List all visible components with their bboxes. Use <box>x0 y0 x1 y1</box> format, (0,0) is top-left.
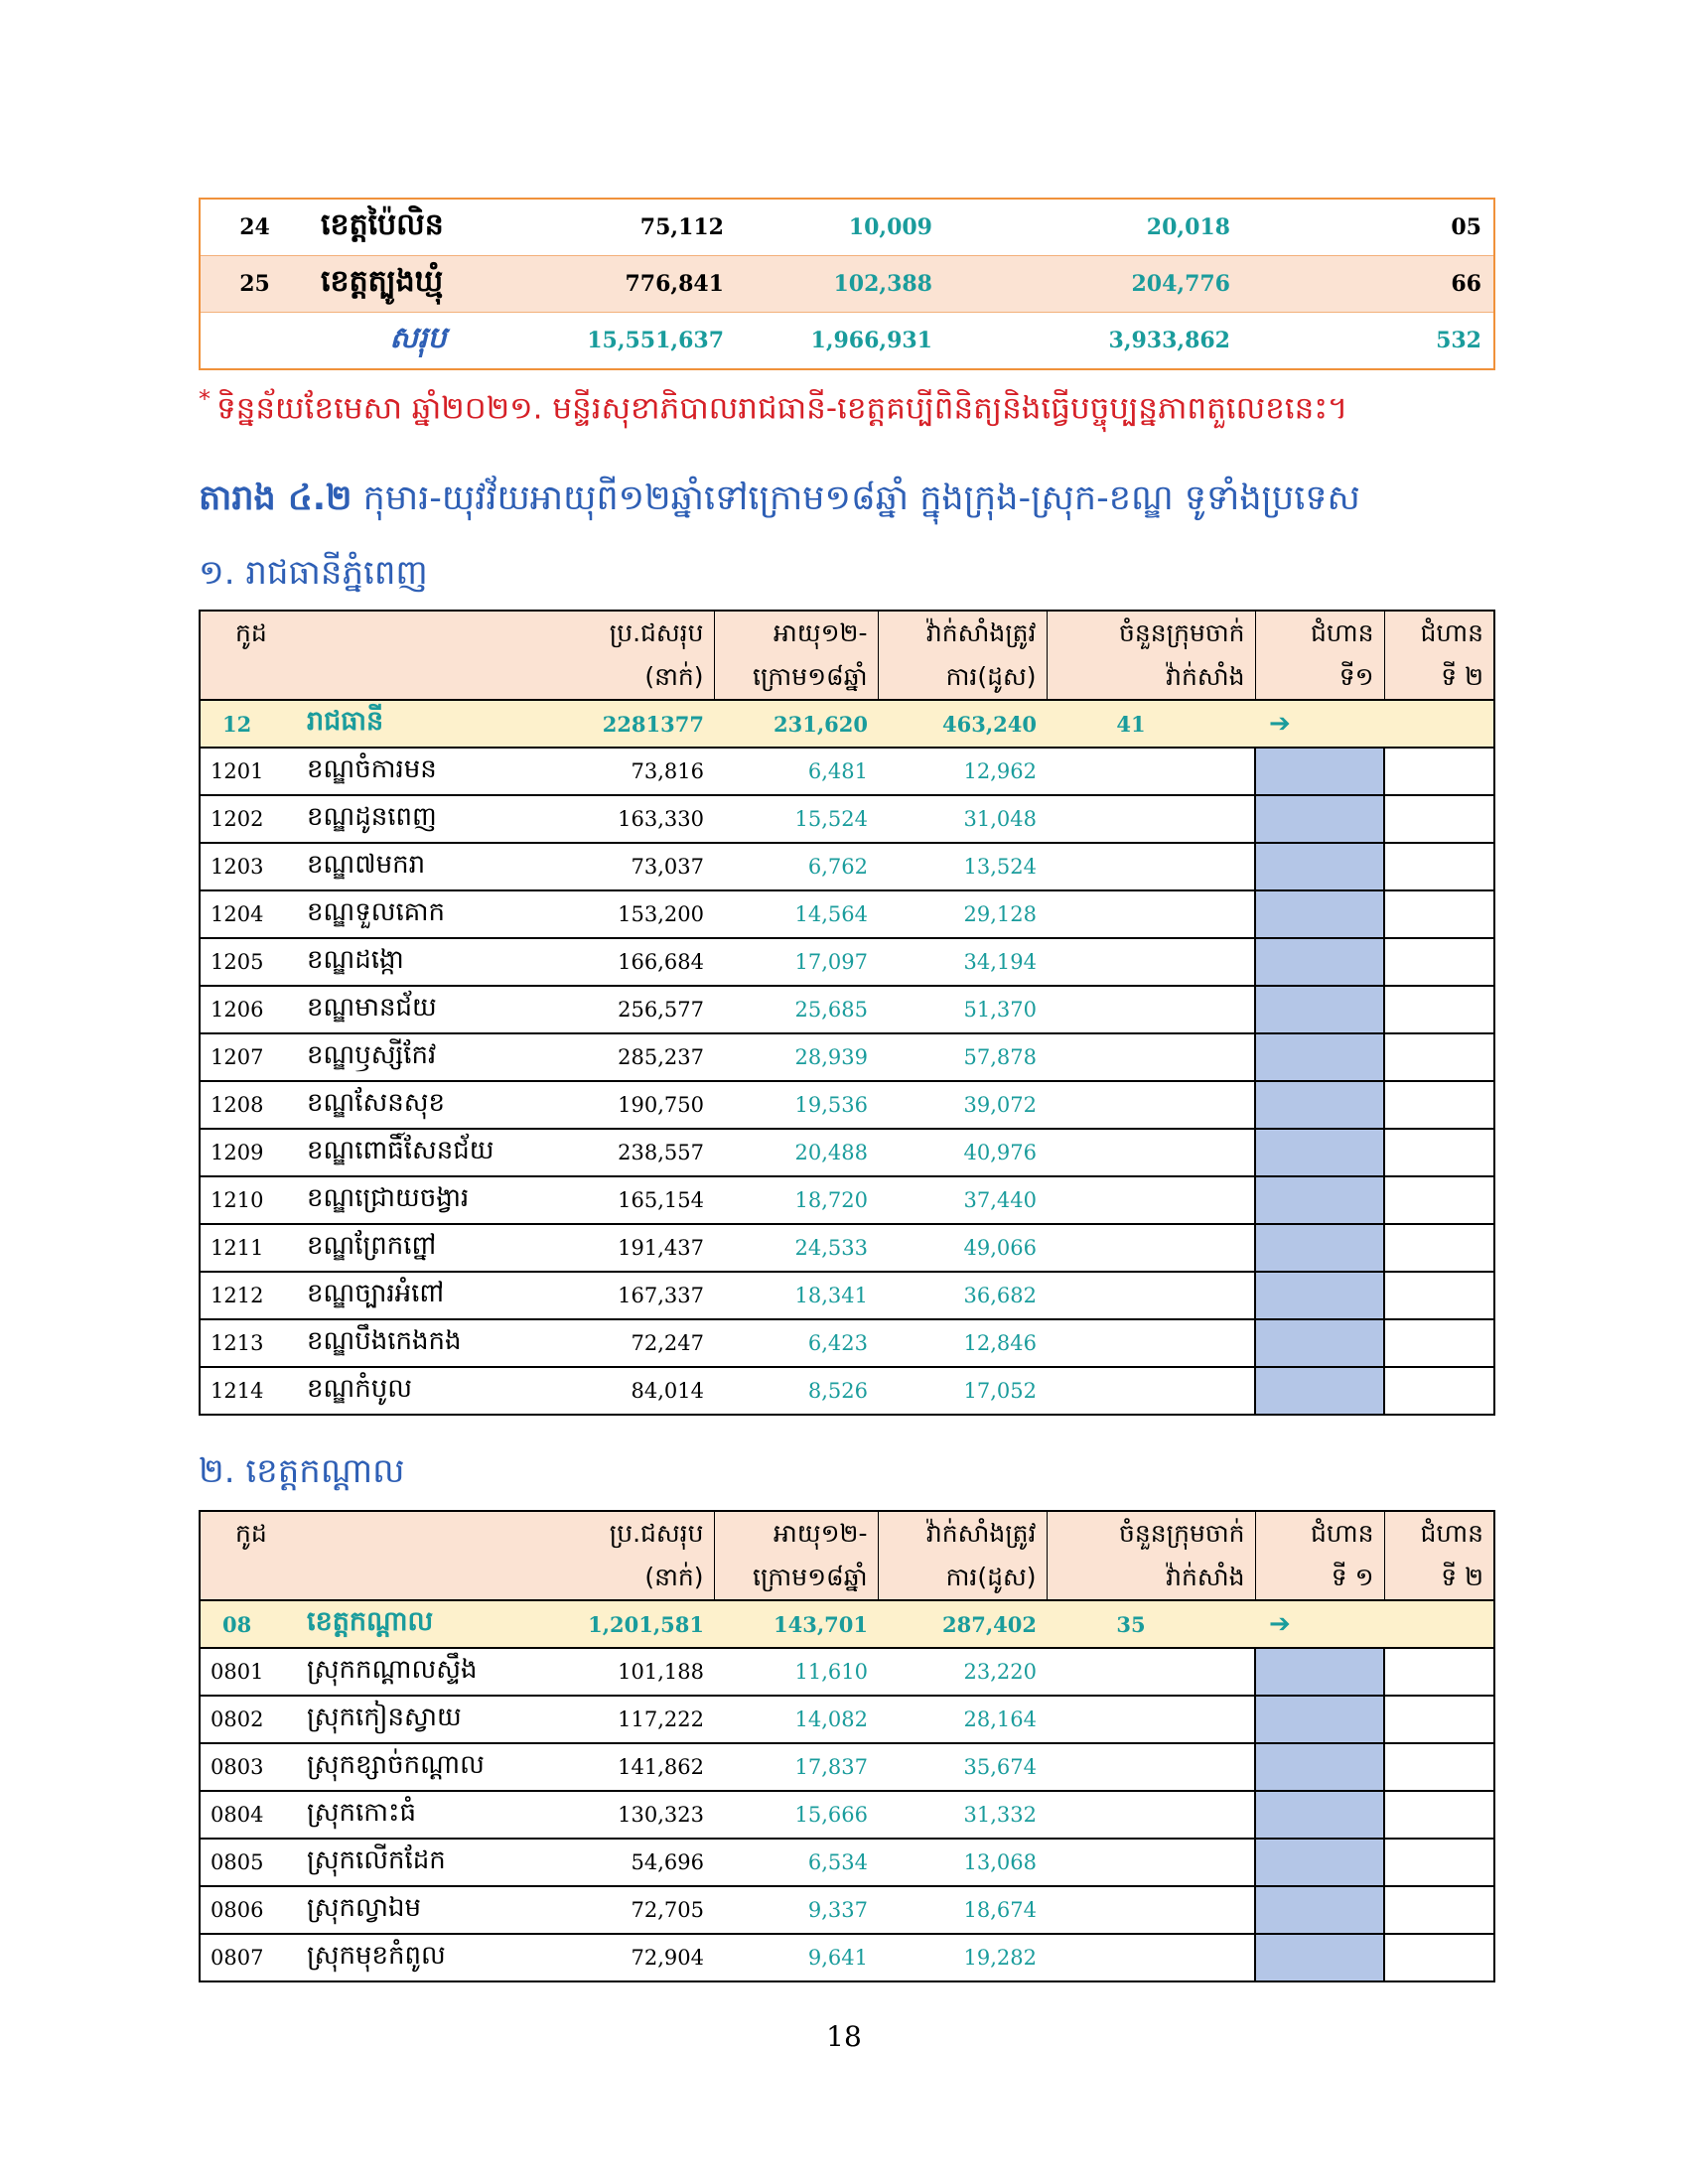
row-step2-cell <box>1384 1319 1494 1367</box>
row-step1-cell <box>1255 843 1384 890</box>
row-doses: 12,962 <box>878 748 1047 795</box>
row-step1-cell <box>1255 890 1384 938</box>
row-teams <box>1047 1367 1255 1415</box>
row-age: 17,837 <box>714 1743 878 1791</box>
row-step2-cell <box>1384 938 1494 986</box>
row-population: 84,014 <box>525 1367 714 1415</box>
row-teams <box>1047 1176 1255 1224</box>
row-population: 167,337 <box>525 1272 714 1319</box>
summary-body <box>200 199 1494 369</box>
row-age: 17,097 <box>714 938 878 986</box>
row-code: 1202 <box>200 795 297 843</box>
row-population: 117,222 <box>525 1696 714 1743</box>
header-age: អាយុ១២- ក្រោម១៨ឆ្នាំ <box>714 1511 878 1600</box>
summary-teams: 05 <box>1451 214 1481 240</box>
row-code: 0801 <box>200 1648 297 1696</box>
row-doses: 18,674 <box>878 1886 1047 1934</box>
row-code: 1208 <box>200 1081 297 1129</box>
row-doses: 36,682 <box>878 1272 1047 1319</box>
row-doses: 19,282 <box>878 1934 1047 1981</box>
row-population: 72,705 <box>525 1886 714 1934</box>
row-district-name: ស្រុកមុខកំពូល <box>297 1934 525 1981</box>
row-age: 28,939 <box>714 1033 878 1081</box>
table-row <box>200 986 1494 1033</box>
row-step2-cell <box>1384 986 1494 1033</box>
row-age: 8,526 <box>714 1367 878 1415</box>
row-age: 15,666 <box>714 1791 878 1839</box>
row-doses: 13,068 <box>878 1839 1047 1886</box>
summary-no: 25 <box>200 256 309 313</box>
row-district-name: ខណ្ឌដង្កោ <box>297 938 525 986</box>
row-population: 141,862 <box>525 1743 714 1791</box>
header-step2: ជំហាន ទី ២ <box>1384 1511 1494 1600</box>
row-age: 6,423 <box>714 1319 878 1367</box>
row-doses: 34,194 <box>878 938 1047 986</box>
row-code: 1209 <box>200 1129 297 1176</box>
table-row <box>200 1934 1494 1981</box>
row-age: 11,610 <box>714 1648 878 1696</box>
header-step1: ជំហាន ទី ១ <box>1255 1511 1384 1600</box>
row-age: 14,082 <box>714 1696 878 1743</box>
row-code: 0807 <box>200 1934 297 1981</box>
row-step1-cell <box>1255 1648 1384 1696</box>
row-age: 14,564 <box>714 890 878 938</box>
table-header <box>200 611 1494 700</box>
table-header <box>200 1511 1494 1600</box>
row-step1-cell <box>1255 795 1384 843</box>
row-step1-cell <box>1255 748 1384 795</box>
row-code: 1210 <box>200 1176 297 1224</box>
row-doses: 57,878 <box>878 1033 1047 1081</box>
summary-population: 75,112 <box>639 214 724 240</box>
row-code: 1201 <box>200 748 297 795</box>
row-doses: 49,066 <box>878 1224 1047 1272</box>
table-row <box>200 1791 1494 1839</box>
row-doses: 13,524 <box>878 843 1047 890</box>
aggregate-code: 08 <box>200 1600 297 1648</box>
row-code: 1203 <box>200 843 297 890</box>
table-title-text: កុមារ-យុវវ័យអាយុពី១២ឆ្នាំទៅក្រោម១៨ឆ្នាំ ក្នុងក្រុង-ស្រុក-ខណ្ឌ ទូទាំងប្រទេស <box>362 478 1360 518</box>
summary-teams: 66 <box>1242 256 1494 313</box>
row-doses: 31,332 <box>878 1791 1047 1839</box>
table-row <box>200 1696 1494 1743</box>
row-step2-cell <box>1384 1743 1494 1791</box>
row-teams <box>1047 1839 1255 1886</box>
row-population: 54,696 <box>525 1839 714 1886</box>
row-step2-cell <box>1384 795 1494 843</box>
row-step1-cell <box>1255 1224 1384 1272</box>
row-step1-cell <box>1255 1839 1384 1886</box>
table-row <box>200 1033 1494 1081</box>
row-code: 1207 <box>200 1033 297 1081</box>
row-step2-cell <box>1384 1696 1494 1743</box>
row-step2-cell <box>1384 1224 1494 1272</box>
summary-table <box>199 198 1495 370</box>
row-district-name: ខណ្ឌមានជ័យ <box>297 986 525 1033</box>
phnom-penh-table <box>199 610 1495 1416</box>
row-district-name: ខណ្ឌកំបូល <box>297 1367 525 1415</box>
row-population: 73,816 <box>525 748 714 795</box>
row-age: 9,641 <box>714 1934 878 1981</box>
row-population: 153,200 <box>525 890 714 938</box>
header-age: អាយុ១២- ក្រោម១៨ឆ្នាំ <box>714 611 878 700</box>
summary-doses: 204,776 <box>944 256 1242 313</box>
section-heading-phnom-penh: ១. រាជធានីភ្នំពេញ <box>199 553 428 593</box>
row-district-name: ស្រុកកណ្តាលស្ទឹង <box>297 1648 525 1696</box>
row-district-name: ខណ្ឌ៧មករា <box>297 843 525 890</box>
row-code: 0803 <box>200 1743 297 1791</box>
table-title-label: តារាង ៤.២ <box>199 478 352 518</box>
row-age: 15,524 <box>714 795 878 843</box>
aggregate-code: 12 <box>200 700 297 748</box>
row-age: 18,720 <box>714 1176 878 1224</box>
aggregate-row <box>200 1600 1494 1648</box>
row-district-name: ស្រុកខ្សាច់កណ្តាល <box>297 1743 525 1791</box>
row-district-name: ខណ្ឌពោធិ៍សែនជ័យ <box>297 1129 525 1176</box>
row-step1-cell <box>1255 1319 1384 1367</box>
row-step1-cell <box>1255 1791 1384 1839</box>
row-age: 18,341 <box>714 1272 878 1319</box>
aggregate-age: 231,620 <box>714 700 878 748</box>
row-population: 165,154 <box>525 1176 714 1224</box>
row-doses: 51,370 <box>878 986 1047 1033</box>
table-row <box>200 1272 1494 1319</box>
summary-total-row <box>200 313 1494 370</box>
row-age: 6,762 <box>714 843 878 890</box>
row-teams <box>1047 1224 1255 1272</box>
row-population: 256,577 <box>525 986 714 1033</box>
header-code: កូដ <box>200 1511 525 1600</box>
row-code: 1211 <box>200 1224 297 1272</box>
row-teams <box>1047 1648 1255 1696</box>
row-step2-cell <box>1384 1648 1494 1696</box>
row-district-name: ខណ្ឌច្បារអំពៅ <box>297 1272 525 1319</box>
row-step1-cell <box>1255 1886 1384 1934</box>
row-code: 1214 <box>200 1367 297 1415</box>
row-step2-cell <box>1384 1176 1494 1224</box>
header-teams: ចំនួនក្រុមចាក់ វ៉ាក់សាំង <box>1047 1511 1255 1600</box>
table-row <box>200 843 1494 890</box>
row-code: 1206 <box>200 986 297 1033</box>
row-teams <box>1047 748 1255 795</box>
row-teams <box>1047 795 1255 843</box>
table-row <box>200 1648 1494 1696</box>
row-code: 1212 <box>200 1272 297 1319</box>
row-district-name: ខណ្ឌជ្រោយចង្វារ <box>297 1176 525 1224</box>
summary-no: 24 <box>239 214 270 240</box>
aggregate-doses: 463,240 <box>878 700 1047 748</box>
header-population: ប្រ.ជសរុប (នាក់) <box>525 1511 714 1600</box>
summary-age: 102,388 <box>736 256 944 313</box>
row-code: 0802 <box>200 1696 297 1743</box>
summary-province-name: ខេត្តប៉ៃលិន <box>321 207 444 242</box>
table-row <box>200 890 1494 938</box>
table-row <box>200 1839 1494 1886</box>
row-district-name: ខណ្ឌដូនពេញ <box>297 795 525 843</box>
table-row <box>200 1367 1494 1415</box>
row-age: 19,536 <box>714 1081 878 1129</box>
row-age: 6,481 <box>714 748 878 795</box>
row-district-name: ស្រុកកៀនស្វាយ <box>297 1696 525 1743</box>
table-row <box>200 748 1494 795</box>
row-step2-cell <box>1384 1886 1494 1934</box>
row-step2-cell <box>1384 1081 1494 1129</box>
header-doses: វ៉ាក់សាំងត្រូវ ការ(ដូស) <box>878 611 1047 700</box>
row-doses: 40,976 <box>878 1129 1047 1176</box>
row-district-name: ស្រុកលើកដែក <box>297 1839 525 1886</box>
row-doses: 12,846 <box>878 1319 1047 1367</box>
header-code: កូដ <box>200 611 525 700</box>
row-population: 285,237 <box>525 1033 714 1081</box>
table-row <box>200 1319 1494 1367</box>
footnote-star: * <box>199 385 211 413</box>
row-district-name: ខណ្ឌព្រែកព្នៅ <box>297 1224 525 1272</box>
row-district-name: ខណ្ឌចំការមន <box>297 748 525 795</box>
row-doses: 39,072 <box>878 1081 1047 1129</box>
kandal-table-body <box>200 1600 1494 1981</box>
table-row <box>200 795 1494 843</box>
row-step1-cell <box>1255 1129 1384 1176</box>
row-population: 191,437 <box>525 1224 714 1272</box>
row-district-name: ខណ្ឌឫស្សីកែវ <box>297 1033 525 1081</box>
aggregate-doses: 287,402 <box>878 1600 1047 1648</box>
summary-age: 10,009 <box>848 214 932 240</box>
row-age: 6,534 <box>714 1839 878 1886</box>
summary-total-teams: 532 <box>1242 313 1494 370</box>
row-doses: 31,048 <box>878 795 1047 843</box>
aggregate-teams: 41 <box>1047 700 1255 748</box>
row-population: 73,037 <box>525 843 714 890</box>
row-teams <box>1047 1272 1255 1319</box>
row-step2-cell <box>1384 1033 1494 1081</box>
row-teams <box>1047 1319 1255 1367</box>
row-code: 0805 <box>200 1839 297 1886</box>
row-teams <box>1047 1886 1255 1934</box>
row-population: 130,323 <box>525 1791 714 1839</box>
row-step2-cell <box>1384 1791 1494 1839</box>
row-teams <box>1047 890 1255 938</box>
header-step1: ជំហាន ទី១ <box>1255 611 1384 700</box>
summary-province-name: ខេត្តត្បូងឃ្មុំ <box>309 256 527 313</box>
row-step2-cell <box>1384 1272 1494 1319</box>
row-population: 190,750 <box>525 1081 714 1129</box>
row-teams <box>1047 1743 1255 1791</box>
aggregate-name: ខេត្តកណ្តាល <box>297 1600 525 1648</box>
row-teams <box>1047 1696 1255 1743</box>
row-teams <box>1047 1934 1255 1981</box>
row-district-name: ស្រុកកោះធំ <box>297 1791 525 1839</box>
summary-row <box>200 199 1494 256</box>
kandal-table <box>199 1510 1495 1982</box>
table-row <box>200 1743 1494 1791</box>
row-doses: 35,674 <box>878 1743 1047 1791</box>
table-row <box>200 1081 1494 1129</box>
row-code: 1204 <box>200 890 297 938</box>
row-population: 72,247 <box>525 1319 714 1367</box>
row-population: 101,188 <box>525 1648 714 1696</box>
row-district-name: ស្រុកល្វាឯម <box>297 1886 525 1934</box>
summary-population: 776,841 <box>527 256 736 313</box>
row-step2-cell <box>1384 890 1494 938</box>
row-code: 0804 <box>200 1791 297 1839</box>
row-step2-cell <box>1384 1934 1494 1981</box>
row-step2-cell <box>1384 1367 1494 1415</box>
row-step1-cell <box>1255 1696 1384 1743</box>
row-code: 0806 <box>200 1886 297 1934</box>
row-code: 1205 <box>200 938 297 986</box>
row-district-name: ខណ្ឌបឹងកេងកង <box>297 1319 525 1367</box>
row-age: 20,488 <box>714 1129 878 1176</box>
header-teams: ចំនួនក្រុមចាក់ វ៉ាក់សាំង <box>1047 611 1255 700</box>
row-doses: 28,164 <box>878 1696 1047 1743</box>
summary-total-population: 15,551,637 <box>527 313 736 370</box>
row-teams <box>1047 1081 1255 1129</box>
arrow-right-icon: ➔ <box>1269 1609 1291 1639</box>
row-step2-cell <box>1384 1839 1494 1886</box>
footnote-text: ទិន្នន័យខែមេសា ឆ្នាំ២០២១. មន្ទីរសុខាភិបាលរាជធានី-ខេត្តគប្បីពិនិត្យនិងធ្វើបច្ចុប្បន្នភាពតួលេខនេះ។ <box>216 390 1348 427</box>
row-age: 24,533 <box>714 1224 878 1272</box>
row-teams <box>1047 1791 1255 1839</box>
row-teams <box>1047 843 1255 890</box>
section-heading-kandal: ២. ខេត្តកណ្តាល <box>199 1451 405 1491</box>
row-step1-cell <box>1255 1176 1384 1224</box>
table-row <box>200 1224 1494 1272</box>
row-doses: 29,128 <box>878 890 1047 938</box>
aggregate-row <box>200 700 1494 748</box>
row-step1-cell <box>1255 938 1384 986</box>
table-row <box>200 938 1494 986</box>
aggregate-name: រាជធានី <box>297 700 525 748</box>
row-step2-cell <box>1384 748 1494 795</box>
summary-doses: 20,018 <box>1146 214 1230 240</box>
row-step2-cell <box>1384 843 1494 890</box>
row-step1-cell <box>1255 1743 1384 1791</box>
arrow-right-icon: ➔ <box>1269 709 1291 739</box>
aggregate-population: 2281377 <box>525 700 714 748</box>
footnote <box>199 385 1347 434</box>
summary-total-age: 1,966,931 <box>736 313 944 370</box>
row-age: 9,337 <box>714 1886 878 1934</box>
row-age: 25,685 <box>714 986 878 1033</box>
row-teams <box>1047 938 1255 986</box>
page-number: 18 <box>826 2020 862 2053</box>
row-district-name: ខណ្ឌទួលគោក <box>297 890 525 938</box>
summary-total-doses: 3,933,862 <box>944 313 1242 370</box>
summary-row <box>200 256 1494 313</box>
header-doses: វ៉ាក់សាំងត្រូវ ការ(ដូស) <box>878 1511 1047 1600</box>
row-step1-cell <box>1255 1081 1384 1129</box>
row-doses: 37,440 <box>878 1176 1047 1224</box>
header-population: ប្រ.ជសរុប (នាក់) <box>525 611 714 700</box>
row-teams <box>1047 1033 1255 1081</box>
row-population: 238,557 <box>525 1129 714 1176</box>
row-population: 163,330 <box>525 795 714 843</box>
header-step2: ជំហាន ទី ២ <box>1384 611 1494 700</box>
table-row <box>200 1176 1494 1224</box>
aggregate-population: 1,201,581 <box>525 1600 714 1648</box>
row-step2-cell <box>1384 1129 1494 1176</box>
summary-total-label: សរុប <box>309 313 527 370</box>
row-step1-cell <box>1255 1367 1384 1415</box>
table-row <box>200 1886 1494 1934</box>
phnom-penh-table-body <box>200 700 1494 1415</box>
row-doses: 17,052 <box>878 1367 1047 1415</box>
row-teams <box>1047 1129 1255 1176</box>
aggregate-teams: 35 <box>1047 1600 1255 1648</box>
row-step1-cell <box>1255 1934 1384 1981</box>
row-doses: 23,220 <box>878 1648 1047 1696</box>
row-population: 166,684 <box>525 938 714 986</box>
row-population: 72,904 <box>525 1934 714 1981</box>
table-title <box>199 477 1360 527</box>
row-step1-cell <box>1255 1033 1384 1081</box>
aggregate-age: 143,701 <box>714 1600 878 1648</box>
row-step1-cell <box>1255 986 1384 1033</box>
row-district-name: ខណ្ឌសែនសុខ <box>297 1081 525 1129</box>
table-row <box>200 1129 1494 1176</box>
row-code: 1213 <box>200 1319 297 1367</box>
row-teams <box>1047 986 1255 1033</box>
row-step1-cell <box>1255 1272 1384 1319</box>
